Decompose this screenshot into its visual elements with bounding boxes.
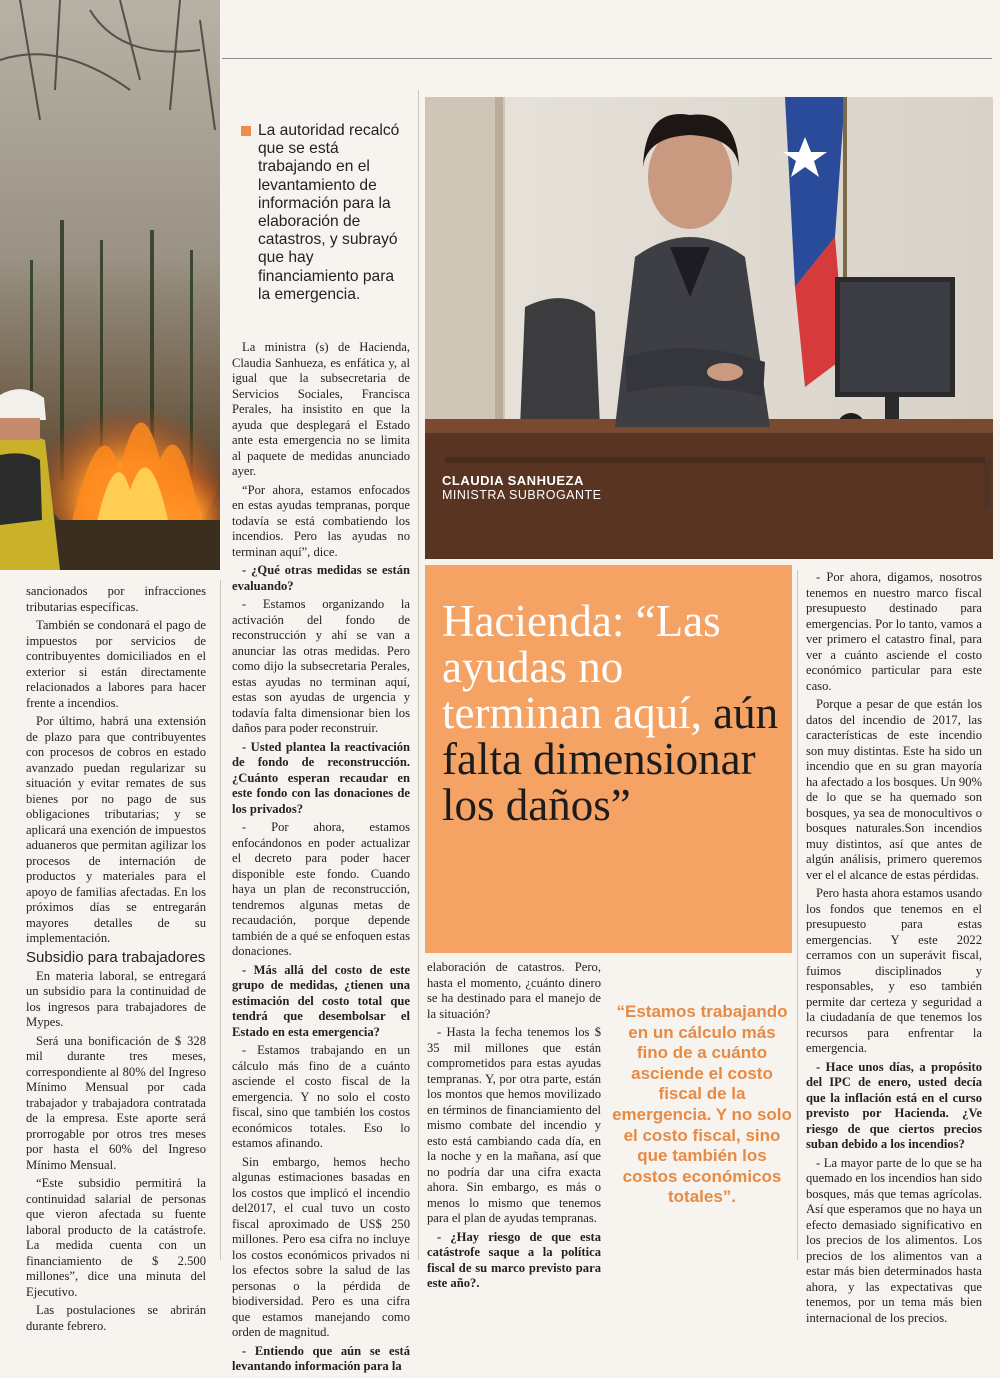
paragraph: - Por ahora, digamos, nosotros tenemos en nuestro marco fiscal presupuesto destinado para emergencias. Por lo tanto, vamos a ver primero el catastro final, para ver a cuánto asciende el costo económico particular para este caso. bbox=[806, 570, 982, 693]
photo-credit: VERÓNICA ORTIZ bbox=[985, 459, 991, 510]
paragraph: La ministra (s) de Hacienda, Claudia Sanhueza, es enfática y, al igual que la subsecretaria de Servicios Sociales, Francisca Perales, ha insistito en que la ayuda que desplegará el Estado ante esta emergencia no se limita al paquete de medidas anunciado ayer. bbox=[232, 340, 410, 478]
photo-caption bbox=[442, 473, 602, 502]
paragraph: Por último, habrá una extensión de plazo para que contribuyentes con procesos de cobros en estado avanzado puedan regularizar su situación y evitar remates de sus bienes por no pago de sus obligaciones tributarias; y se aplicará una exención de impuestos aduaneros que permitan agilizar los procesos de internación de productos y materiales para el apoyo de familias afectadas. En los próximos días se entregarán mayores detalles de su implementación. bbox=[26, 714, 206, 945]
top-rule bbox=[222, 58, 992, 59]
paragraph: “Por ahora, estamos enfocados en estas ayudas tempranas, porque todavía se está combatiendo los incendios. Pero las ayudas no terminan aquí”, dice. bbox=[232, 482, 410, 559]
paragraph: Pero hasta ahora estamos usando los fondos que tenemos en el presupuesto para estas emergencias. Y este 2022 cerramos con un superávit fiscal, fuimos disciplinados y responsables, y eso también permite dar certeza y seguridad a la ciudadanía de que tenemos los recursos para enfrentar la emergencia. bbox=[806, 886, 982, 1055]
interview-question: - Más allá del costo de este grupo de medidas, ¿tienen una estimación del costo total que tendrá que desembolsar el Estado en esta emergencia? bbox=[232, 962, 410, 1039]
paragraph: Las postulaciones se abrirán durante febrero. bbox=[26, 1303, 206, 1333]
paragraph: - Estamos organizando la activación del fondo de reconstrucción y ahí se van a anunciar las otras medidas. Pero como dijo la subsecretaria Perales, estas ayudas no terminan aquí, estas son ayudas de urgencia y todavía falta dimensionar bien los daños para poder reconstruir. bbox=[232, 597, 410, 735]
section-subhead: Subsidio para trabajadores bbox=[26, 948, 206, 966]
paragraph: Será una bonificación de $ 328 mil durante tres meses, correspondiente al 80% del Ingreso Mínimo Mensual por cada trabajador y trabajadora contratada de la empresa. Este aporte será prorrogable por otros tres meses por hasta el 60% del Ingreso Mínimo Mensual. bbox=[26, 1033, 206, 1172]
article-column-4 bbox=[806, 570, 982, 1329]
column-divider bbox=[797, 570, 798, 1260]
pull-quote-bullet-icon bbox=[241, 126, 251, 136]
interview-question: - Entiendo que aún se está levantando información para la bbox=[232, 1343, 410, 1373]
paragraph: También se condonará el pago de impuestos por servicios de contribuyentes domiciliados en el exterior si están directamente relacionados a labores para hacer frente a incendios. bbox=[26, 618, 206, 710]
paragraph: elaboración de catastros. Pero, hasta el momento, ¿cuánto dinero se ha destinado para el manejo de la situación? bbox=[427, 960, 601, 1021]
caption-role: MINISTRA SUBROGANTE bbox=[442, 488, 602, 502]
pull-quote: La autoridad recalcó que se está trabajando en el levantamiento de información para la elaboración de catastros, y subrayó que hay financiamiento para la emergencia. bbox=[258, 122, 400, 303]
paragraph: - Por ahora, estamos enfocándonos en poder actualizar el decreto para poder hacer disponible este fondo. Cuando haya un plan de reconstrucción, tendremos algunas metas de recaudación, porque depende también de a qué se enfoquen estas donaciones. bbox=[232, 820, 410, 958]
paragraph: - Estamos trabajando en un cálculo más fino de a cuánto asciende el costo fiscal de la emergencia. Y no solo el costo fiscal, sino que también los costos económicos totales. Eso lo estamos afinando. bbox=[232, 1043, 410, 1150]
column-divider bbox=[220, 580, 221, 1260]
paragraph: En materia laboral, se entregará un subsidio para la continuidad de los ingresos para trabajadores de Mypes. bbox=[26, 968, 206, 1029]
paragraph: Sin embargo, hemos hecho algunas estimaciones basadas en los costos que implicó el incendio del2017, el cual tuvo un costo fiscal aproximado de US$ 250 millones. Pero esa cifra no incluye los costos económicos privados ni los efectos sobre la salud de las personas o la pérdida de biodiversidad. Pero es una cifra que estamos manejando como orden de magnitud. bbox=[232, 1154, 410, 1339]
column-divider bbox=[418, 90, 419, 1260]
interview-question: - Usted plantea la reactivación de fondo de reconstrucción. ¿Cuánto esperan recaudar en este fondo con las donaciones de los privados? bbox=[232, 739, 410, 816]
wildfire-photo bbox=[0, 0, 220, 570]
side-quote: “Estamos trabajando en un cálculo más fino de a cuánto asciende el costo fiscal de la emergencia. Y no solo el costo fiscal, sino que también los costos económicos totales”. bbox=[612, 1002, 792, 1207]
paragraph: Porque a pesar de que están los datos del incendio de 2017, las características de este incendio son muy distintas. Este ha sido un incendio que en su gran mayoría ha afectado a los bosques. Un 90% de lo que se ha quemado son bosques, ya sea de monocultivos o bosques naturales.Son incendios muy distintos, así que antes de algún análisis, primero queremos ver el el alcance de estas pérdidas. bbox=[806, 697, 982, 882]
article-column-3 bbox=[427, 960, 601, 1295]
paragraph: - Hasta la fecha tenemos los $ 35 mil millones que están comprometidos para estas ayudas tempranas. Y, por otra parte, están los montos que hemos movilizado en términos de financiamiento del mismo combate del incendio y esto está cambiando cada día, en la noche y en la mañana, así que no podría dar una cifra exacta ahora. Sin embargo, es más o menos lo mismo que tenemos para el plan de ayudas tempranas. bbox=[427, 1025, 601, 1225]
headline-light: Hacienda: “Las ayudas no terminan aquí, bbox=[442, 596, 721, 738]
caption-name: CLAUDIA SANHUEZA bbox=[442, 473, 584, 488]
headline bbox=[442, 598, 787, 828]
article-column-2 bbox=[232, 340, 410, 1378]
paragraph: “Este subsidio permitirá la continuidad salarial de personas que vieron afectada su fuente laboral producto de la catástrofe. La medida cuenta con un financiamiento de $ 2.500 millones”, dice una minuta del Ejecutivo. bbox=[26, 1176, 206, 1299]
interview-question: - Hace unos días, a propósito del IPC de enero, usted decía que la inflación está en el curso previsto por Hacienda. ¿Ve riesgo de que ciertos precios suban debido a los incendios? bbox=[806, 1059, 982, 1151]
interview-question: - ¿Hay riesgo de que esta catástrofe saque a la política fiscal de su marco previsto para este año?. bbox=[427, 1229, 601, 1290]
headline-dark: aún falta dimensionar los daños” bbox=[442, 688, 779, 830]
interview-question: - ¿Qué otras medidas se están evaluando? bbox=[232, 563, 410, 593]
paragraph: sancionados por infracciones tributarias específicas. bbox=[26, 584, 206, 614]
paragraph: - La mayor parte de lo que se ha quemado en los incendios han sido bosques, más que temas agrícolas. Así que esperamos que no haya un efecto demasiado significativo en los precios de los alimentos. Los precios de los alimentos van a estar más bien determinados hasta ahora, y las expectativas que tenemos, por un tema más bien internacional de los precios. bbox=[806, 1155, 982, 1325]
article-column-1 bbox=[26, 584, 206, 1337]
